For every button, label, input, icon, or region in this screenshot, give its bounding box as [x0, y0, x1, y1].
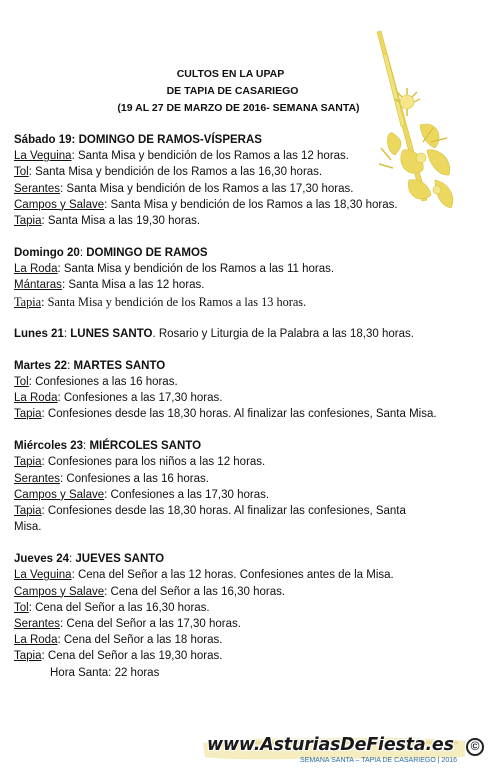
entry-text: : Cena del Señor a las 16,30 horas. [104, 585, 286, 598]
section-separator: : [63, 327, 71, 340]
entry-text: : Confesiones para los niños a las 12 horas. [41, 456, 266, 469]
entry-text: : Cena del Señor a las 16,30 horas. [28, 601, 210, 614]
section-separator: : [79, 247, 87, 260]
section-title: DOMINGO DE RAMOS [86, 247, 208, 260]
entry-text: : Cena del Señor a las 18 horas. [57, 634, 223, 647]
schedule-entry [14, 294, 414, 310]
place-name: La Veguina [14, 150, 72, 163]
place-name: Mántaras [14, 279, 62, 292]
place-name: Campos y Salave [14, 585, 105, 598]
place-name: Campos y Salave [14, 488, 105, 501]
section-miercoles [14, 438, 414, 535]
entry-text: : Santa Misa a las 19,30 horas. [41, 215, 201, 228]
section-title: JUEVES SANTO [75, 553, 165, 566]
schedule-entry [14, 616, 414, 632]
schedule-content [14, 132, 437, 697]
section-day: Domingo 20 [14, 247, 80, 260]
schedule-entry [14, 567, 414, 583]
place-name: La Roda [14, 392, 58, 405]
schedule-entry [14, 374, 414, 390]
section-day: Miércoles 23 [14, 440, 84, 453]
header-line-2: DE TAPIA DE CASARIEGO [166, 85, 299, 97]
logo-text: www.AsturiasDeFiesta.es [207, 735, 454, 755]
entry-text: : Santa Misa y bendición de los Ramos a las 12 horas. [71, 150, 349, 163]
schedule-entry [14, 632, 414, 648]
schedule-entry [14, 471, 414, 487]
footer-caption: SEMANA SANTA – TAPIA DE CASARIEGO | 2016 [300, 757, 458, 764]
schedule-entry [14, 148, 414, 164]
header-line-3: (19 AL 27 DE MARZO DE 2016- SEMANA SANTA) [117, 102, 360, 114]
schedule-entry [14, 390, 414, 406]
section-domingo [14, 245, 414, 310]
schedule-entry [14, 197, 414, 213]
place-name: Tol [14, 375, 29, 388]
entry-text: : Confesiones a las 16 horas. [60, 472, 209, 485]
entry-text: : Confesiones a las 16 horas. [28, 375, 178, 388]
place-name: Tapia [14, 456, 42, 469]
schedule-entry [14, 181, 414, 197]
schedule-entry [14, 164, 414, 180]
place-name: Tapia [14, 215, 42, 228]
section-separator: : [69, 553, 76, 566]
entry-text: : Santa Misa y bendición de los Ramos a las 17,30 horas. [60, 182, 354, 195]
hora-santa-entry: Hora Santa: 22 horas [50, 666, 160, 679]
header-line-1: CULTOS EN LA UPAP [176, 68, 285, 80]
section-separator: : [71, 134, 79, 146]
entry-text: : Cena del Señor a las 19,30 horas. [41, 650, 223, 663]
section-day: Martes 22 [14, 359, 68, 372]
section-day: Sábado 19 [14, 134, 72, 146]
place-name: La Roda [14, 263, 58, 276]
place-name: La Veguina [14, 569, 72, 582]
schedule-entry [14, 648, 414, 664]
place-name: Tapia [14, 650, 42, 663]
entry-text: : Santa Misa y bendición de los Ramos a las 11 horas. [57, 263, 335, 276]
place-name: Tol [14, 166, 29, 179]
place-name: Tapia [14, 408, 42, 421]
section-day: Jueves 24 [14, 553, 69, 566]
place-name: Serantes [14, 618, 61, 631]
place-name: Serantes [14, 472, 61, 485]
schedule-entry [14, 503, 416, 535]
schedule-entry [14, 261, 414, 277]
section-jueves [14, 551, 414, 681]
schedule-entry [14, 277, 414, 293]
entry-text: : Confesiones desde las 18,30 horas. Al finalizar las confesiones, Santa Misa. [14, 505, 406, 534]
copyright-icon: © [466, 738, 484, 756]
place-name: Tapia [14, 505, 42, 518]
entry-text: : Cena del Señor a las 12 horas. Confesiones antes de la Misa. [71, 569, 394, 582]
section-martes [14, 358, 437, 423]
place-name: La Roda [14, 634, 58, 647]
entry-text: : Cena del Señor a las 17,30 horas. [60, 618, 241, 631]
schedule-entry [14, 406, 437, 422]
schedule-entry [14, 454, 414, 470]
entry-text: : Confesiones a las 17,30 horas. [104, 488, 270, 501]
section-separator: : [83, 440, 90, 453]
entry-text: . Rosario y Liturgia de la Palabra a las 18,30 horas. [152, 327, 414, 340]
entry-text: : Santa Misa a las 12 horas. [61, 279, 205, 292]
entry-text: : Santa Misa y bendición de los Ramos a las 16,30 horas. [28, 166, 323, 179]
section-sabado [14, 132, 414, 229]
place-name: Tol [14, 601, 29, 614]
section-title: MARTES SANTO [73, 359, 166, 372]
entry-text: : Santa Misa y bendición de los Ramos a las 13 horas. [41, 294, 307, 309]
entry-text: : Confesiones desde las 18,30 horas. Al finalizar las confesiones, Santa Misa. [41, 408, 437, 421]
schedule-entry [14, 213, 414, 229]
schedule-entry [14, 487, 414, 503]
schedule-entry [14, 600, 414, 616]
section-title: MIÉRCOLES SANTO [89, 440, 202, 453]
entry-text: : Santa Misa y bendición de los Ramos a las 18,30 horas. [104, 198, 398, 211]
section-separator: : [67, 359, 74, 372]
place-name: Serantes [14, 182, 61, 195]
section-lunes [14, 326, 414, 342]
place-name: Tapia [14, 294, 42, 309]
schedule-entry [14, 584, 414, 600]
section-title: LUNES SANTO [70, 327, 153, 340]
section-title: DOMINGO DE RAMOS-VÍSPERAS [78, 134, 262, 146]
section-day: Lunes 21 [14, 327, 64, 340]
entry-text: : Confesiones a las 17,30 horas. [57, 392, 223, 405]
place-name: Campos y Salave [14, 198, 105, 211]
